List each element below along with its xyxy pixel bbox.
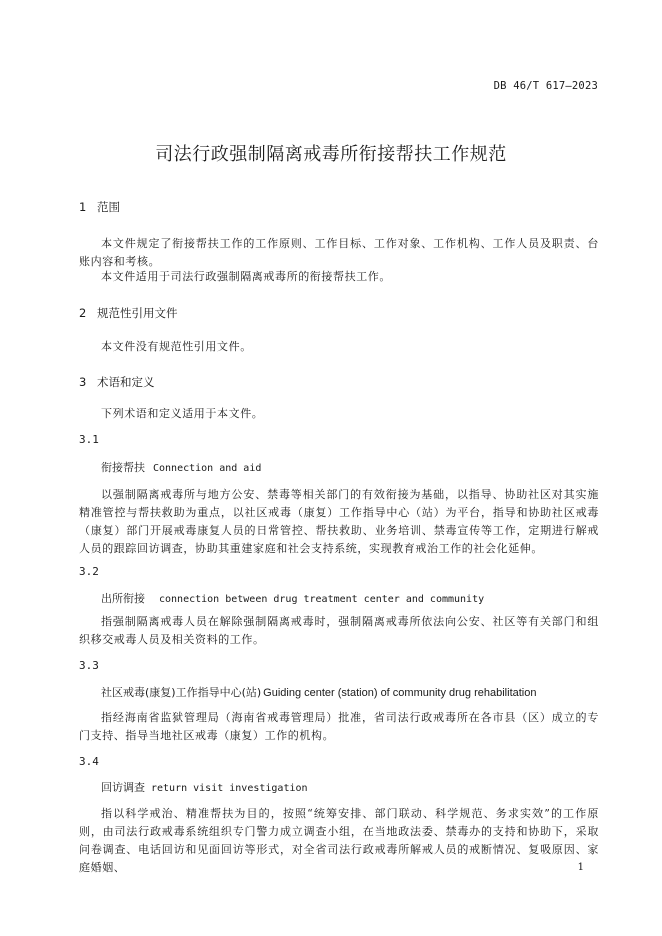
term-heading [101, 684, 536, 700]
paragraph: 本文件没有规范性引用文件。 [101, 340, 252, 353]
term-definition: 指经海南省监狱管理局（海南省戒毒管理局）批准，省司法行政戒毒所在各市县（区）成立的专门支持、指导当地社区戒毒（康复）工作的机构。 [79, 711, 599, 742]
term-number: 3.1 [79, 433, 99, 446]
paragraph: 下列术语和定义适用于本文件。 [101, 407, 264, 420]
section-1-heading [79, 199, 120, 215]
section-number: 3 [79, 375, 87, 389]
section-title: 范围 [97, 200, 120, 214]
section-number: 1 [79, 200, 87, 214]
term-number: 3.4 [79, 755, 99, 768]
section-title: 规范性引用文件 [97, 306, 178, 320]
section-3-heading [79, 374, 155, 390]
term-zh: 社区戒毒(康复)工作指导中心(站) [101, 686, 262, 699]
document-title: 司法行政强制隔离戒毒所衔接帮扶工作规范 [155, 144, 507, 165]
term-zh: 回访调查 [101, 781, 145, 794]
term-definition: 以强制隔离戒毒所与地方公安、禁毒等相关部门的有效衔接为基础，以指导、协助社区对其实施精准管控与帮扶救助为重点，以社区戒毒（康复）工作指导中心（站）为平台，指导和协助社区戒毒（康复）部门开展戒毒康复人员的日常管控、帮扶救助、业务培训、禁毒宣传等工作，定期进行解戒人员的跟踪回访调查，协助其重建家庭和社会支持系统，实现教育戒治工作的社会化延伸。 [79, 488, 599, 555]
term-number: 3.2 [79, 565, 99, 578]
term-zh: 出所衔接 [101, 592, 145, 605]
term-definition: 指强制隔离戒毒人员在解除强制隔离戒毒时，强制隔离戒毒所依法向公安、社区等有关部门和组织移交戒毒人员及相关资料的工作。 [79, 615, 599, 646]
paragraph: 本文件适用于司法行政强制隔离戒毒所的衔接帮扶工作。 [101, 270, 391, 283]
term-heading [101, 779, 308, 795]
term-definition: 指以科学戒治、精准帮扶为目的，按照“统筹安排、部门联动、科学规范、务求实效”的工作原则，由司法行政戒毒系统组织专门警力成立调查小组，在当地政法委、禁毒办的支持和协助下，采取问卷调查、电话回访和见面回访等形式，对全省司法行政戒毒所解戒人员的戒断情况、复吸原因、家庭婚姻、 [79, 807, 599, 874]
section-title: 术语和定义 [97, 375, 155, 389]
term-number: 3.3 [79, 659, 99, 672]
term-en: Guiding center (station) of community drug rehabilitation [263, 687, 537, 699]
page-number: 1 [577, 862, 584, 873]
document-code: DB 46/T 617—2023 [493, 80, 598, 92]
section-2-heading [79, 305, 178, 321]
term-zh: 衔接帮扶 [101, 461, 145, 474]
term-heading [101, 590, 484, 606]
paragraph: 本文件规定了衔接帮扶工作的工作原则、工作目标、工作对象、工作机构、工作人员及职责、台账内容和考核。 [79, 237, 599, 268]
term-en: return visit investigation [151, 783, 308, 794]
term-heading [101, 459, 261, 475]
term-en: Connection and aid [153, 463, 262, 474]
term-en: connection between drug treatment center and community [159, 594, 485, 605]
section-number: 2 [79, 306, 87, 320]
